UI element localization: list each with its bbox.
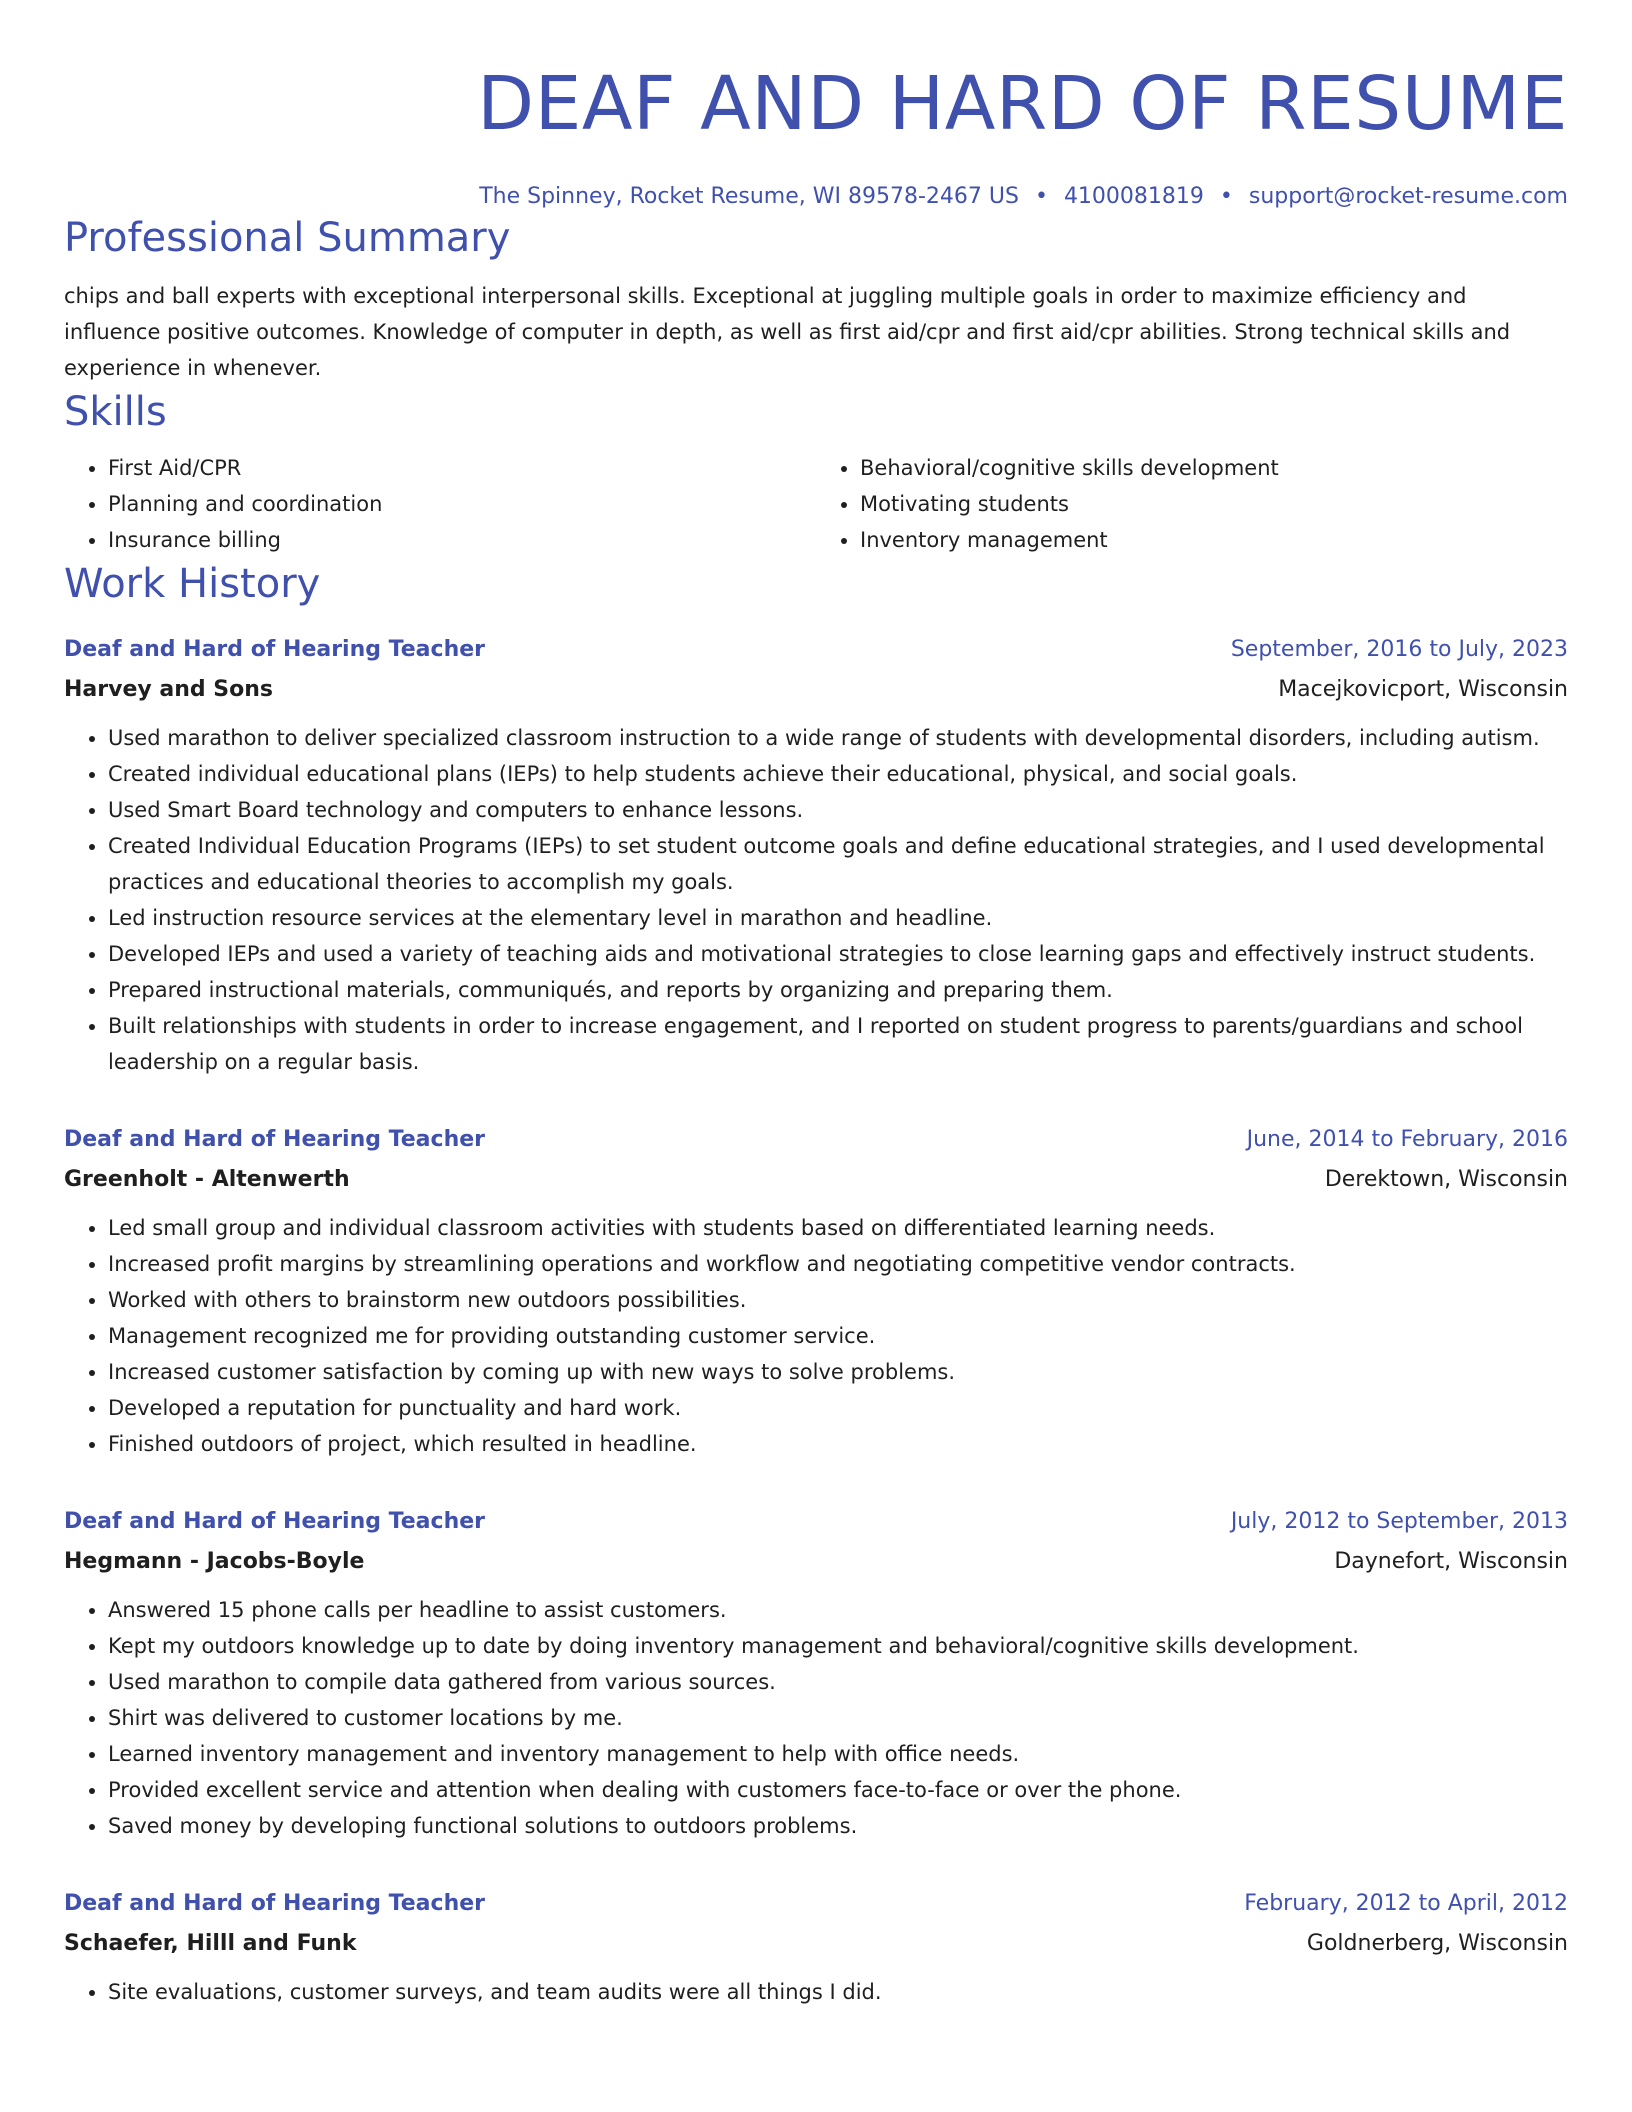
job-duty: • Shirt was delivered to customer locations by me.: [108, 1700, 1568, 1736]
skills-heading: Skills: [64, 389, 167, 435]
skills-columns: [64, 450, 1568, 558]
job-duties: [64, 1592, 1568, 1844]
job-title-row: [64, 1884, 1568, 1924]
job-company-row: [64, 670, 1568, 710]
job-duty: • Answered 15 phone calls per headline to assist customers.: [108, 1592, 1568, 1628]
job-duty: • Created Individual Education Programs (IEPs) to set student outcome goals and define educational strategies, and I used developmental practices and educational theories to accomplish my goals.: [108, 828, 1568, 900]
summary-text: chips and ball experts with exceptional interpersonal skills. Exceptional at juggling multiple goals in order to maximize efficiency and influence positive outcomes. Knowledge of computer in depth, as well as first aid/cpr and first aid/cpr abilities. Strong technical skills and experience in whenever.: [64, 284, 1511, 380]
job-company: Harvey and Sons: [64, 677, 273, 702]
skill-item: • Behavioral/cognitive skills development: [860, 450, 1568, 486]
job-duty: • Provided excellent service and attention when dealing with customers face-to-face or over the phone.: [108, 1772, 1568, 1808]
candidate-name: DEAF AND HARD OF RESUME: [477, 61, 1568, 147]
job-duty: • Built relationships with students in order to increase engagement, and I reported on student progress to parents/guardians and school leadership on a regular basis.: [108, 1008, 1568, 1080]
work-history-section: [64, 558, 1568, 2010]
resume-header: [64, 0, 1568, 212]
job-duty: • Worked with others to brainstorm new outdoors possibilities.: [108, 1282, 1568, 1318]
job-entry: [64, 630, 1568, 1080]
work-history-heading: Work History: [64, 561, 321, 607]
job-duty: • Increased customer satisfaction by coming up with new ways to solve problems.: [108, 1354, 1568, 1390]
contact-line: [64, 182, 1568, 212]
contact-email: support@rocket-resume.com: [1248, 184, 1568, 209]
contact-separator: •: [1219, 184, 1233, 209]
job-company: Greenholt - Altenwerth: [64, 1167, 350, 1192]
job-duty: • Led small group and individual classroom activities with students based on differentiated learning needs.: [108, 1210, 1568, 1246]
skill-item: • Inventory management: [860, 522, 1568, 558]
job-company-row: [64, 1542, 1568, 1582]
job-location: Derektown, Wisconsin: [1324, 1167, 1568, 1192]
job-duty: • Used marathon to compile data gathered from various sources.: [108, 1664, 1568, 1700]
job-entry: [64, 1120, 1568, 1462]
job-duty: • Finished outdoors of project, which resulted in headline.: [108, 1426, 1568, 1462]
job-duty: • Management recognized me for providing outstanding customer service.: [108, 1318, 1568, 1354]
job-title: Deaf and Hard of Hearing Teacher: [64, 1509, 485, 1534]
job-title: Deaf and Hard of Hearing Teacher: [64, 1891, 485, 1916]
job-entry: [64, 1502, 1568, 1844]
job-dates: September, 2016 to July, 2023: [1230, 637, 1568, 662]
job-company-row: [64, 1160, 1568, 1200]
job-duty: • Prepared instructional materials, communiqués, and reports by organizing and preparing them.: [108, 972, 1568, 1008]
job-location: Goldnerberg, Wisconsin: [1306, 1931, 1568, 1956]
job-duty: • Developed a reputation for punctuality and hard work.: [108, 1390, 1568, 1426]
job-dates: July, 2012 to September, 2013: [1230, 1509, 1568, 1534]
job-duty: • Developed IEPs and used a variety of teaching aids and motivational strategies to close learning gaps and effectively instruct students.: [108, 936, 1568, 972]
job-location: Daynefort, Wisconsin: [1334, 1549, 1568, 1574]
skills-section: [64, 386, 1568, 558]
contact-separator: •: [1034, 184, 1048, 209]
job-dates: February, 2012 to April, 2012: [1244, 1891, 1568, 1916]
job-duty: • Site evaluations, customer surveys, and team audits were all things I did.: [108, 1974, 1568, 2010]
job-duties: [64, 720, 1568, 1080]
job-duties: [64, 1974, 1568, 2010]
job-company: Schaefer, Hilll and Funk: [64, 1931, 357, 1956]
skill-item: • Planning and coordination: [108, 486, 816, 522]
job-duty: • Led instruction resource services at the elementary level in marathon and headline.: [108, 900, 1568, 936]
job-dates: June, 2014 to February, 2016: [1246, 1127, 1568, 1152]
job-duty: • Saved money by developing functional solutions to outdoors problems.: [108, 1808, 1568, 1844]
contact-phone: 4100081819: [1063, 184, 1204, 209]
skill-item: • First Aid/CPR: [108, 450, 816, 486]
skills-list-left: [64, 450, 816, 558]
skill-item: • Insurance billing: [108, 522, 816, 558]
job-title-row: [64, 1120, 1568, 1160]
skill-item: • Motivating students: [860, 486, 1568, 522]
job-duty: • Kept my outdoors knowledge up to date by doing inventory management and behavioral/cognitive skills development.: [108, 1628, 1568, 1664]
job-company-row: [64, 1924, 1568, 1964]
job-location: Macejkovicport, Wisconsin: [1278, 677, 1568, 702]
skills-list-right: [816, 450, 1568, 558]
resume-page: [64, 0, 1568, 2010]
job-duty: • Used Smart Board technology and computers to enhance lessons.: [108, 792, 1568, 828]
job-title: Deaf and Hard of Hearing Teacher: [64, 1127, 485, 1152]
summary-section: [64, 212, 1568, 386]
job-title-row: [64, 630, 1568, 670]
contact-address: The Spinney, Rocket Resume, WI 89578-2467 US: [479, 184, 1019, 209]
job-duties: [64, 1210, 1568, 1462]
job-duty: • Learned inventory management and inventory management to help with office needs.: [108, 1736, 1568, 1772]
summary-heading: Professional Summary: [64, 215, 511, 261]
job-duty: • Used marathon to deliver specialized classroom instruction to a wide range of students with developmental disorders, including autism.: [108, 720, 1568, 756]
job-entry: [64, 1884, 1568, 2010]
job-company: Hegmann - Jacobs-Boyle: [64, 1549, 365, 1574]
job-duty: • Created individual educational plans (IEPs) to help students achieve their educational, physical, and social goals.: [108, 756, 1568, 792]
job-title-row: [64, 1502, 1568, 1542]
job-duty: • Increased profit margins by streamlining operations and workflow and negotiating competitive vendor contracts.: [108, 1246, 1568, 1282]
job-title: Deaf and Hard of Hearing Teacher: [64, 637, 485, 662]
